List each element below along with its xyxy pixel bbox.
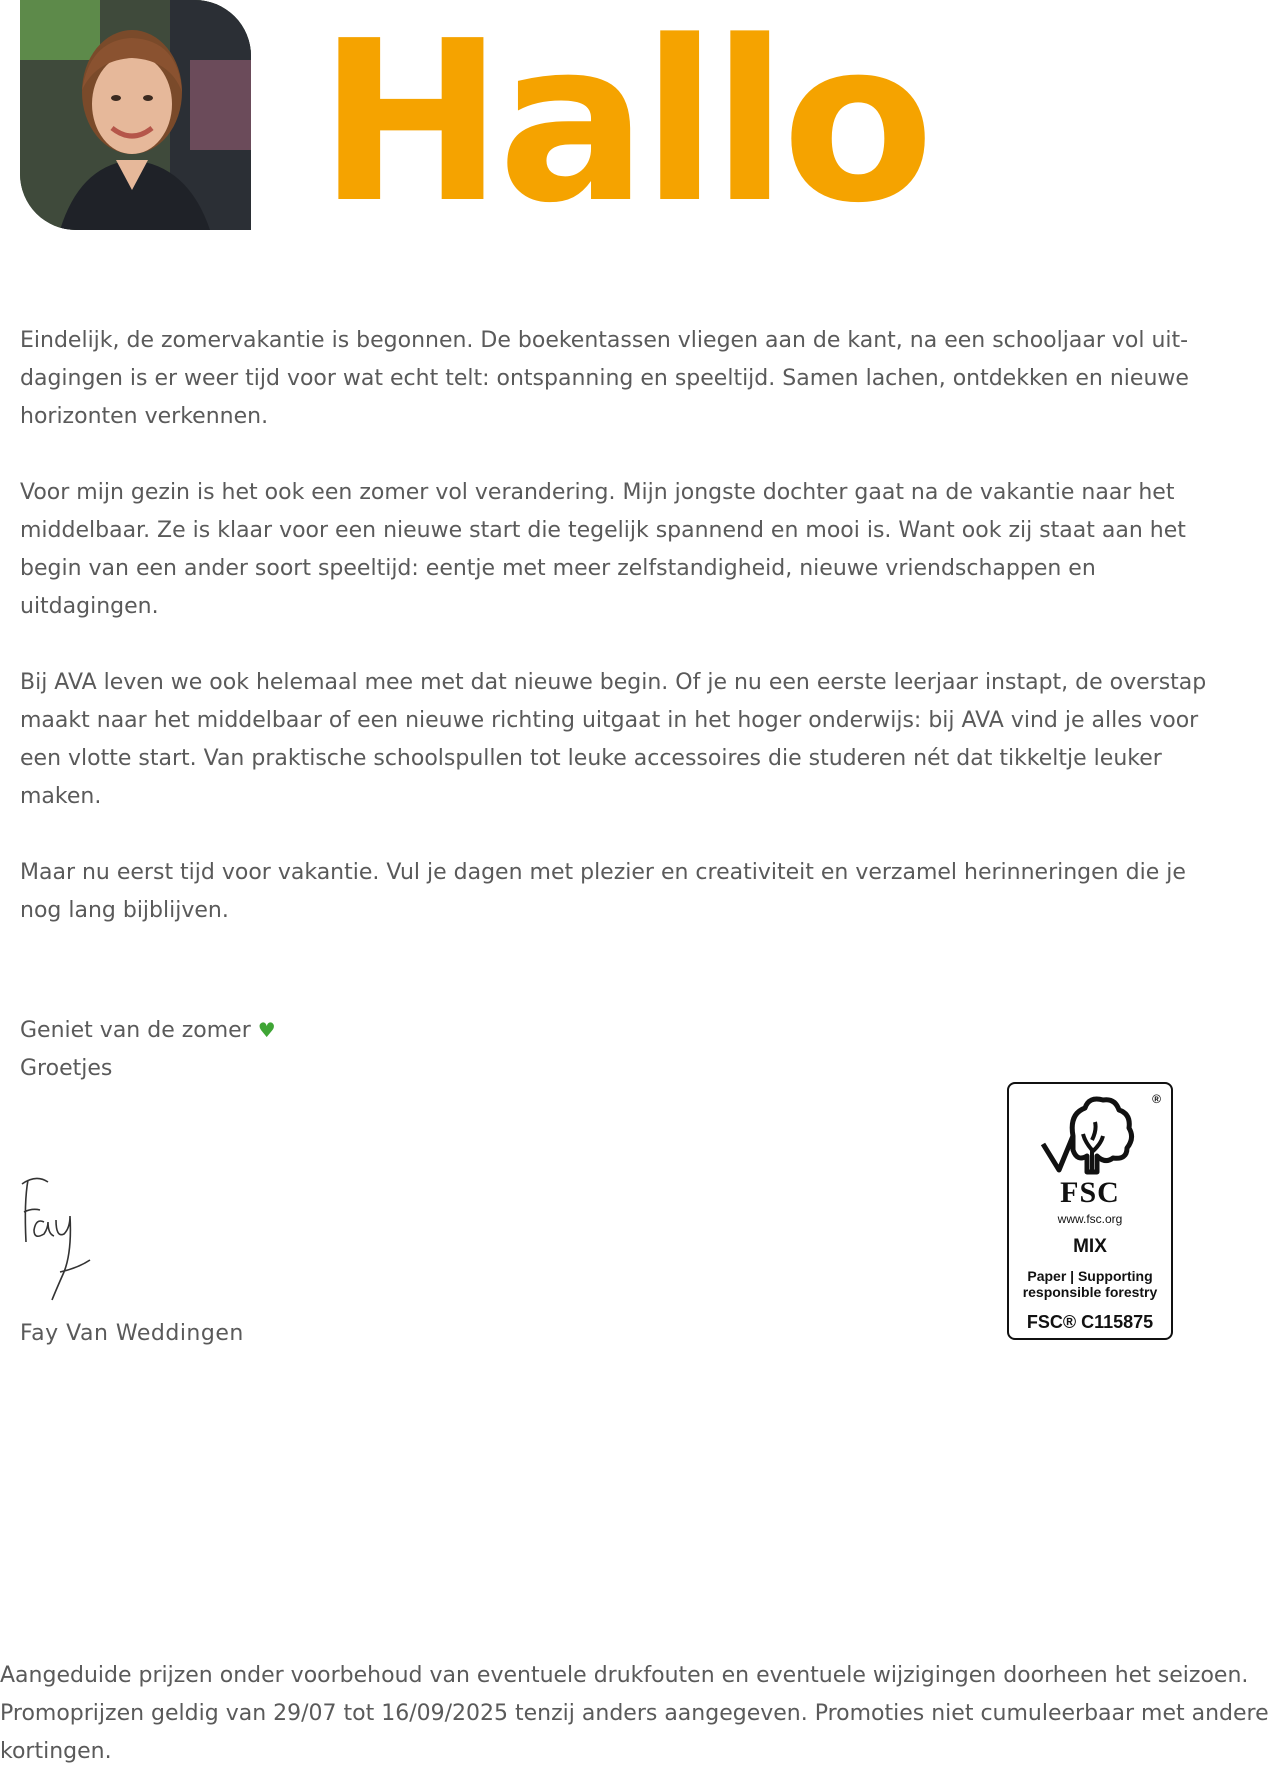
letter-paragraph: Eindelijk, de zomervakantie is begonnen. De boekentassen vliegen aan de kant, na een schooljaar vol uit-dagingen is er weer tijd voor wat echt telt: ontspanning en speeltijd. Samen lachen, ontdekken en nieuwe horizonten verkennen.	[20, 328, 1189, 429]
heart-icon: ♥	[257, 1018, 276, 1042]
greeting-headline: Hallo	[318, 0, 929, 252]
disclaimer-line: Promoprijzen geldig van 29/07 tot 16/09/2025 tenzij anders aangegeven. Promoties niet cumuleerbaar met andere kortingen.	[0, 1701, 1269, 1764]
letter-paragraph: Voor mijn gezin is het ook een zomer vol verandering. Mijn jongste dochter gaat na de vakantie naar het middelbaar. Ze is klaar voor een nieuwe start die tegelijk spannend en mooi is. Want ook zij staat aan het begin van een ander soort speeltijd: eentje met meer zelfstandigheid, nieuwe vriendschappen en uitdagingen.	[20, 480, 1186, 619]
fsc-claim-line: Paper | Supporting	[1027, 1268, 1153, 1284]
fsc-category: MIX	[1073, 1236, 1107, 1257]
closing-line	[20, 1011, 276, 1050]
fsc-claim-line: responsible forestry	[1022, 1284, 1158, 1300]
fsc-url: www.fsc.org	[1057, 1212, 1123, 1226]
footer-disclaimer	[0, 1657, 1280, 1771]
closing-text: Geniet van de zomer	[20, 1018, 251, 1043]
fsc-brand: FSC	[1060, 1176, 1120, 1209]
fsc-tree-icon	[1039, 1094, 1139, 1176]
author-photo	[20, 0, 251, 230]
disclaimer-line: Aangeduide prijzen onder voorbehoud van eventuele drukfouten en eventuele wijzigingen doorheen het seizoen.	[0, 1663, 1249, 1688]
letter-closing	[20, 1011, 276, 1088]
letter-paragraph: Bij AVA leven we ook helemaal mee met dat nieuwe begin. Of je nu een eerste leerjaar instapt, de overstap maakt naar het middelbaar of een nieuwe richting uitgaat in het hoger onderwijs: bij AVA vind je alles voor een vlotte start. Van praktische schoolspullen tot leuke accessoires die studeren nét dat tikkeltje leuker maken.	[20, 670, 1207, 809]
letter-body	[20, 322, 1220, 968]
registered-mark: ®	[1152, 1092, 1161, 1106]
letter-paragraph: Maar nu eerst tijd voor vakantie. Vul je dagen met plezier en creativiteit en verzamel herinneringen die je nog lang bijblijven.	[20, 860, 1186, 923]
greeting-text: Groetjes	[20, 1056, 113, 1081]
fsc-license: FSC® C115875	[1026, 1312, 1154, 1332]
fsc-claim	[1013, 1268, 1167, 1300]
signer-name: Fay Van Weddingen	[20, 1321, 244, 1346]
fsc-label	[1007, 1082, 1173, 1340]
handwritten-signature	[18, 1172, 98, 1306]
